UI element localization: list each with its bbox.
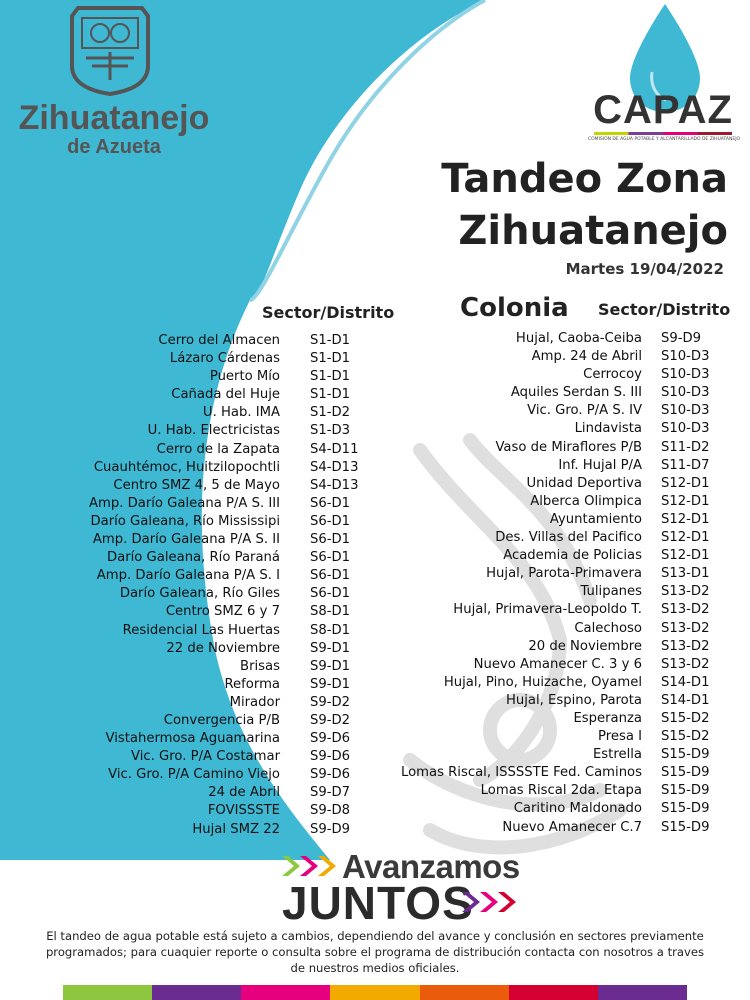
sector-code: S9-D9 [661,331,702,346]
stripe-segment [509,985,598,1000]
sector-code: S4-D13 [310,477,359,493]
sector-code: S10-D3 [661,349,710,365]
right-list-row [380,674,725,692]
colonia-name: Cañada del Huje [171,387,280,403]
sector-code: S9-D7 [310,785,351,801]
right-list-row [380,782,725,800]
sector-code: S6-D1 [310,586,351,602]
colonia-name: Alberca Olimpica [530,493,642,509]
sector-code: S1-D1 [310,369,351,385]
colonia-name: Amp. 24 de Abril [531,349,642,365]
sector-code: S6-D1 [310,495,351,511]
right-sector-header: Sector/Distrito [598,300,731,319]
sector-code: S12-D1 [661,493,710,509]
colonia-name: Vic. Gro. P/A Costamar [131,749,280,765]
left-list-row [0,640,372,658]
colonia-name: Hujal SMZ 22 [192,821,280,837]
colonia-name: Amp. Darío Galeana P/A S. II [92,532,280,548]
right-list-row [380,493,725,511]
left-list-row [0,441,372,459]
colonia-name: Nuevo Amanecer C. 3 y 6 [473,656,642,672]
colonia-name: Vic. Gro. P/A S. IV [527,403,642,419]
sector-code: S11-D7 [661,457,710,473]
colonia-name: Hujal, Pino, Huizache, Oyamel [443,674,642,690]
sector-code: S1-D3 [310,423,351,439]
colonia-name: Des. Villas del Pacifico [495,530,642,546]
right-list-row [380,348,725,366]
sector-code: S12-D1 [661,548,710,564]
right-list-row [380,656,725,674]
sector-code: S12-D1 [661,475,710,491]
stripe-segment [420,985,509,1000]
colonia-name: Hujal, Espino, Parota [505,692,642,708]
chevrons-icon [280,854,342,878]
colonia-name: Estrella [592,747,642,763]
right-list-row [380,583,725,601]
left-list-row [0,513,372,531]
right-list-row [380,439,725,457]
right-list-row [380,620,725,638]
sector-code: S6-D1 [310,513,351,529]
sector-code: S9-D2 [310,694,351,710]
sector-code: S15-D9 [661,819,710,835]
colonia-name: 20 de Noviembre [528,638,642,654]
slogan-line1: Avanzamos [342,848,520,885]
left-list-row [0,658,372,676]
left-list-row [0,603,372,621]
sector-code: S11-D2 [661,439,710,455]
sector-code: S9-D8 [310,803,351,819]
left-list-row [0,422,372,440]
municipality-subtitle: de Azueta [67,136,161,158]
sector-code: S15-D9 [661,801,710,817]
colonia-name: Cerro de la Zapata [156,441,280,457]
schedule-date: Martes 19/04/2022 [565,260,724,278]
stripe-segment [598,985,687,1000]
municipality-name: Zihuatanejo [18,99,210,137]
colonia-name: Nuevo Amanecer C.7 [502,819,642,835]
sector-code: S1-D1 [310,351,351,367]
sector-code: S6-D1 [310,550,351,566]
colonia-name: Presa I [598,729,642,745]
right-list-row [380,547,725,565]
sector-code: S1-D1 [310,333,351,348]
colonia-name: Cerrocoy [583,367,642,383]
colonia-name: Reforma [224,676,280,692]
left-list-row [0,748,372,766]
sector-code: S9-D6 [310,731,351,747]
colonia-name: U. Hab. IMA [202,405,280,421]
sector-code: S15-D9 [661,765,710,781]
sector-code: S13-D2 [661,638,710,654]
right-list-row [380,638,725,656]
colonia-name: Aquiles Serdan S. III [510,385,642,401]
right-list-row [380,728,725,746]
colonia-name: 24 de Abril [208,785,280,801]
colonia-name: Lindavista [574,421,642,437]
left-list-row [0,495,372,513]
colonia-name: Residencial Las Huertas [122,622,280,638]
left-list-row [0,549,372,567]
sector-code: S4-D13 [310,459,359,475]
sector-code: S8-D1 [310,604,351,620]
sector-code: S9-D1 [310,676,351,692]
sector-code: S9-D6 [310,749,351,765]
sector-code: S12-D1 [661,511,710,527]
left-list-row [0,802,372,820]
sector-code: S13-D2 [661,602,710,618]
right-list-row [380,819,725,837]
sector-code: S6-D1 [310,532,351,548]
left-list-row [0,766,372,784]
left-sector-header: Sector/Distrito [262,303,395,322]
left-list-row [0,567,372,585]
sector-code: S9-D6 [310,767,351,783]
sector-code: S15-D9 [661,783,710,799]
right-list-row [380,601,725,619]
colonia-name: Lázaro Cárdenas [169,351,280,367]
colonia-name: Hujal, Parota-Primavera [486,566,642,582]
left-list-row [0,404,372,422]
colonia-name: Caritino Maldonado [513,801,642,817]
right-list-row [380,710,725,728]
colonia-name: Academia de Policias [503,548,642,564]
colonia-name: Puerto Mío [209,369,280,385]
colonia-name: Darío Galeana, Río Paraná [106,550,280,566]
sector-code: S9-D9 [310,821,351,837]
sector-code: S15-D2 [661,729,710,745]
sector-code: S10-D3 [661,385,710,401]
left-list-row [0,712,372,730]
color-stripe [63,985,687,1000]
sector-code: S12-D1 [661,530,710,546]
page-title-line1: Tandeo Zona [441,156,728,202]
colonia-header: Colonia [460,293,569,323]
sector-code: S10-D3 [661,421,710,437]
capaz-logo [588,86,741,142]
colonia-name: Lomas Riscal 2da. Etapa [480,783,642,799]
left-list-row [0,386,372,404]
municipality-logo [14,98,214,158]
colonia-name: Tulipanes [580,584,642,600]
colonia-name: Calechoso [574,620,642,636]
right-list-row [380,402,725,420]
sector-code: S13-D2 [661,620,710,636]
colonia-name: Vaso de Miraflores P/B [495,439,642,455]
stripe-segment [152,985,241,1000]
sector-code: S15-D9 [661,747,710,763]
sector-code: S1-D2 [310,405,351,421]
right-list-row [380,565,725,583]
left-colonia-list [0,332,372,839]
sector-code: S9-D1 [310,640,351,656]
sector-code: S10-D3 [661,367,710,383]
colonia-name: Ayuntamiento [549,511,642,527]
colonia-name: Vistahermosa Aguamarina [105,731,280,747]
colonia-name: Lomas Riscal, ISSSSTE Fed. Caminos [400,765,642,781]
left-list-row [0,821,372,839]
right-list-row [380,511,725,529]
right-list-row [380,457,725,475]
disclaimer-text: El tandeo de agua potable está sujeto a cambios, dependiendo del avance y conclusión en sectores previamente programados; para cuaquier reporte o consulta sobre el programa de distribución contacta con nosotros a traves de nuestros medios oficiales. [45,929,705,975]
capaz-tagline: COMISIÓN DE AGUA POTABLE Y ALCANTARILLADO DE ZIHUATANEJO [588,137,741,142]
colonia-name: Darío Galeana, Río Giles [119,586,280,602]
right-list-row [380,692,725,710]
left-list-row [0,730,372,748]
chevrons-icon [460,890,522,914]
sector-code: S6-D1 [310,568,351,584]
colonia-name: Centro SMZ 6 y 7 [165,604,280,620]
sector-code: S1-D1 [310,387,351,403]
colonia-name: Brisas [240,658,280,674]
colonia-name: FOVISSSTE [207,803,280,819]
colonia-name: Vic. Gro. P/A Camino Viejo [108,767,280,783]
sector-code: S4-D11 [310,441,359,457]
capaz-color-bar [594,132,732,135]
colonia-name: 22 de Noviembre [166,640,280,656]
colonia-name: Hujal, Primavera-Leopoldo T. [453,602,642,618]
right-list-row [380,420,725,438]
left-list-row [0,622,372,640]
right-list-row [380,529,725,547]
sector-code: S14-D1 [661,692,710,708]
left-list-row [0,368,372,386]
right-list-row [380,746,725,764]
colonia-name: Cerro del Almacen [158,333,280,348]
left-list-row [0,694,372,712]
sector-code: S14-D1 [661,674,710,690]
colonia-name: Hujal, Caoba-Ceiba [515,331,642,346]
colonia-name: Amp. Darío Galeana P/A S. I [96,568,280,584]
page-title-line2: Zihuatanejo [458,208,728,254]
colonia-name: Inf. Hujal P/A [558,457,642,473]
right-list-row [380,366,725,384]
sector-code: S10-D3 [661,403,710,419]
colonia-name: Darío Galeana, Río Mississipi [90,513,280,529]
capaz-name: CAPAZ [593,88,733,132]
stripe-segment [241,985,330,1000]
sector-code: S8-D1 [310,622,351,638]
colonia-name: Centro SMZ 4, 5 de Mayo [113,477,280,493]
colonia-name: Mirador [229,694,280,710]
left-list-row [0,350,372,368]
left-list-row [0,531,372,549]
sector-code: S9-D1 [310,658,351,674]
slogan-line2: JUNTOS [282,877,474,929]
colonia-name: Esperanza [573,710,642,726]
right-list-row [380,384,725,402]
colonia-name: Convergencia P/B [163,712,280,728]
sector-code: S13-D1 [661,566,710,582]
sector-code: S9-D2 [310,712,351,728]
left-list-row [0,784,372,802]
right-colonia-list [380,330,725,837]
colonia-name: Unidad Deportiva [526,475,642,491]
sector-code: S15-D2 [661,710,710,726]
stripe-segment [330,985,419,1000]
right-list-row [380,330,725,348]
colonia-name: U. Hab. Electricistas [147,423,280,439]
stripe-segment [63,985,152,1000]
right-list-row [380,475,725,493]
right-list-row [380,764,725,782]
left-list-row [0,459,372,477]
right-list-row [380,800,725,818]
colonia-name: Amp. Darío Galeana P/A S. III [88,495,280,511]
left-list-row [0,332,372,350]
colonia-name: Cuauhtémoc, Huitzilopochtli [93,459,280,475]
left-list-row [0,676,372,694]
left-list-row [0,585,372,603]
sector-code: S13-D2 [661,656,710,672]
left-list-row [0,477,372,495]
sector-code: S13-D2 [661,584,710,600]
